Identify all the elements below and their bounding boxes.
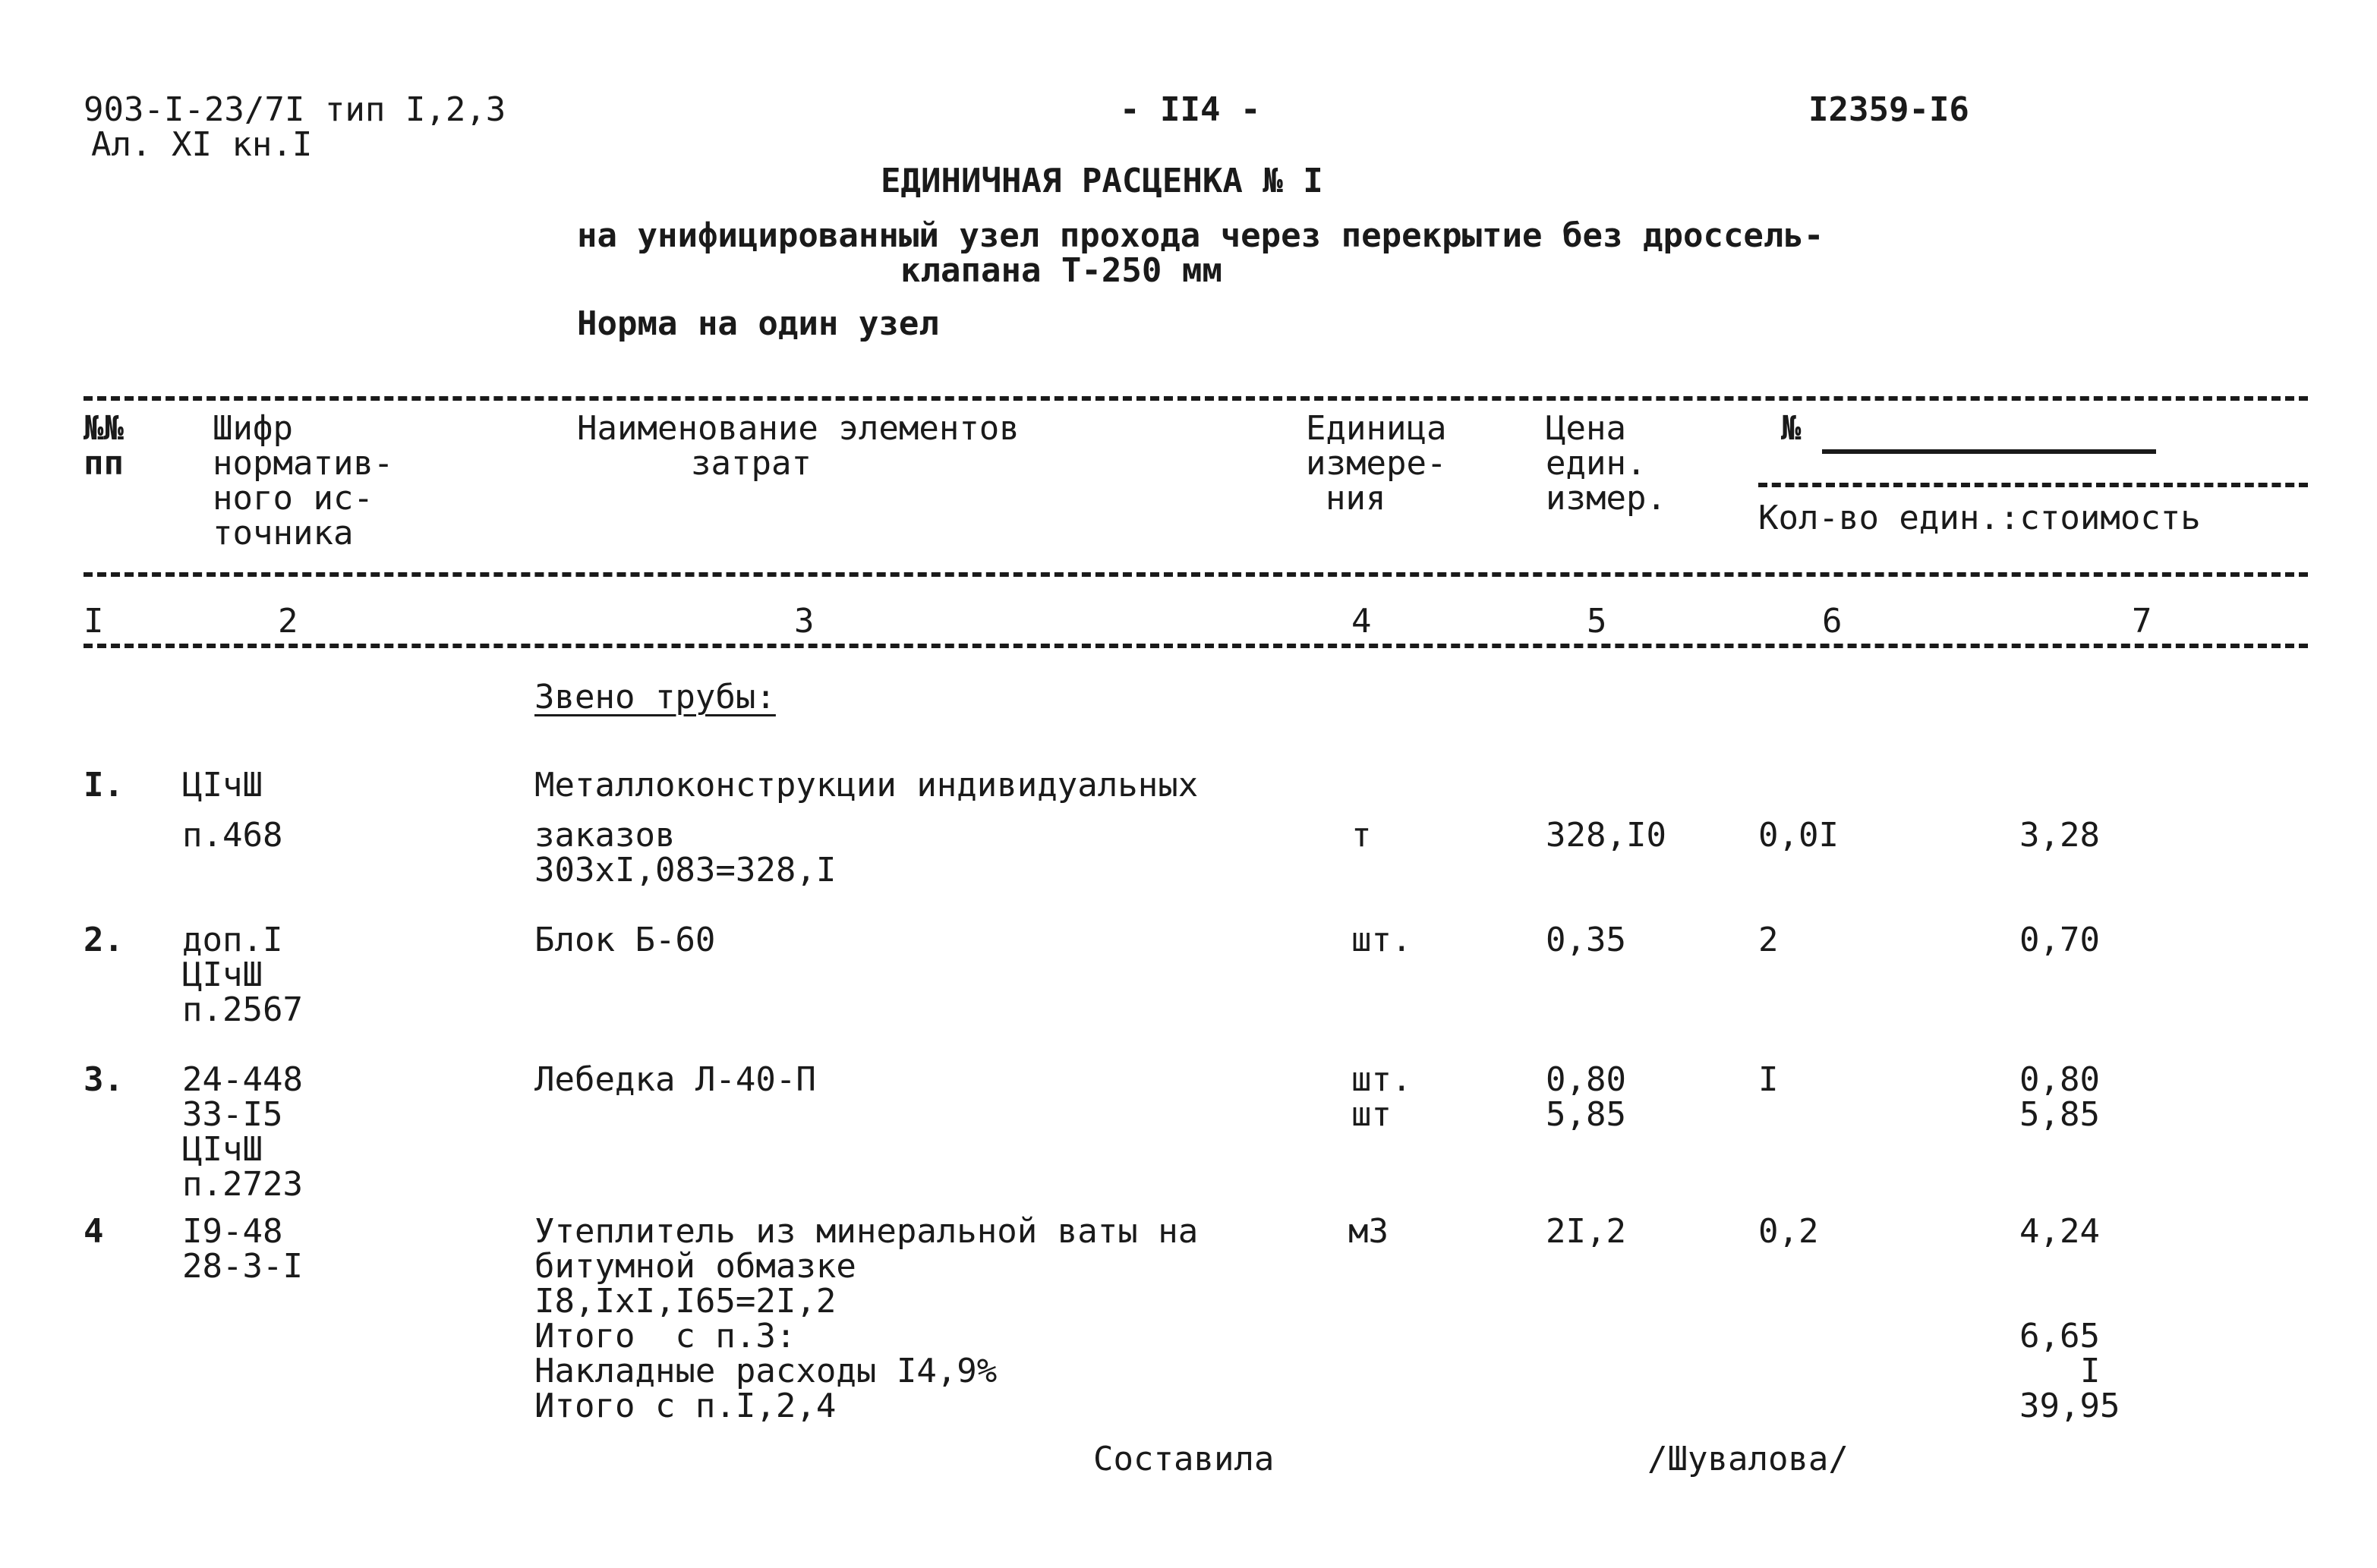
row-cost: 0,80 [2019,1060,2100,1099]
row-code: п.2567 [182,990,303,1029]
section-title: Звено трубы: [534,678,776,716]
overhead-value: I [2080,1352,2101,1390]
table-top-rule [84,396,2308,401]
total-value: 6,65 [2019,1317,2100,1355]
row-price: 5,85 [1546,1095,1626,1134]
overhead-label: Накладные расходы I4,9% [534,1352,998,1390]
column-number-6: 6 [1822,602,1843,641]
compiled-by-name: /Шувалова/ [1647,1440,1849,1478]
compiled-by-label: Составила [1093,1440,1275,1478]
row-code: 24-448 [182,1060,303,1099]
row-number: 2. [84,921,124,959]
sheet-code: I2359-I6 [1808,90,1969,129]
total-value: 39,95 [2019,1387,2120,1425]
row-qty: I [1758,1060,1779,1099]
row-name: 303хI,083=328,I [534,851,837,889]
column-number-1: I [84,602,104,641]
row-qty: 2 [1758,921,1779,959]
row-number: 4 [84,1212,104,1251]
row-unit: шт. [1351,1060,1412,1099]
row-name: битумной обмазке [534,1247,856,1286]
document-code: 903-I-23/7I тип I,2,3 [84,90,506,129]
percent-underline [1822,449,2156,454]
row-qty: 0,2 [1758,1212,1819,1251]
row-unit: м3 [1348,1212,1389,1251]
column-number-7: 7 [2132,602,2152,641]
row-code: I9-48 [182,1212,283,1251]
total-label: Итого с п.I,2,4 [534,1387,837,1425]
album-reference: Ал. XI кн.I [91,125,313,164]
row-price: 0,80 [1546,1060,1626,1099]
column-number-4: 4 [1351,602,1372,641]
column-number-rule [84,644,2308,648]
document-title: ЕДИНИЧНАЯ РАСЦЕНКА № I [881,162,1323,200]
row-name: Лебедка Л-40-П [534,1060,816,1099]
total-label: Итого с п.3: [534,1317,796,1355]
row-code: ЦIчШ [182,766,263,804]
column-number-2: 2 [278,602,298,641]
row-unit: шт. [1351,921,1412,959]
row-number: I. [84,766,124,804]
row-name: I8,IxI,I65=2I,2 [534,1282,837,1321]
row-name: заказов [534,816,676,855]
row-cost: 4,24 [2019,1212,2100,1251]
row-code: 28-3-I [182,1247,303,1286]
row-name: Утеплитель из минеральной ваты на [534,1212,1199,1251]
row-unit: т [1351,816,1372,855]
norm-label: Норма на один узел [577,304,939,343]
row-code: ЦIчШ [182,1130,263,1169]
row-name: Металлоконструкции индивидуальных [534,766,1199,804]
document-subtitle: на унифицированный узел прохода через перекрытие без дроссель- [577,216,1824,255]
column-number-3: 3 [794,602,815,641]
row-name: Блок Б-60 [534,921,716,959]
row-cost: 3,28 [2019,816,2100,855]
row-price: 0,35 [1546,921,1626,959]
row-cost: 0,70 [2019,921,2100,959]
row-unit: шт [1351,1095,1392,1134]
column-number-5: 5 [1587,602,1607,641]
page-number: - II4 - [1120,90,1261,129]
row-cost: 5,85 [2019,1095,2100,1134]
row-price: 328,I0 [1546,816,1666,855]
row-code: п.2723 [182,1165,303,1204]
row-qty: 0,0I [1758,816,1839,855]
header-bottom-rule [84,572,2308,577]
row-code: п.468 [182,816,283,855]
row-code: ЦIчШ [182,956,263,994]
row-number: 3. [84,1060,124,1099]
document-subtitle-cont: клапана Т-250 мм [900,251,1222,290]
column-header-qty-cost: Кол-во един.:стоимость [1758,499,2201,537]
row-price: 2I,2 [1546,1212,1626,1251]
row-code: доп.I [182,921,283,959]
column-header-number-sign: № [1781,409,1802,448]
row-code: 33-I5 [182,1095,283,1134]
header-mid-rule [1758,483,2308,487]
